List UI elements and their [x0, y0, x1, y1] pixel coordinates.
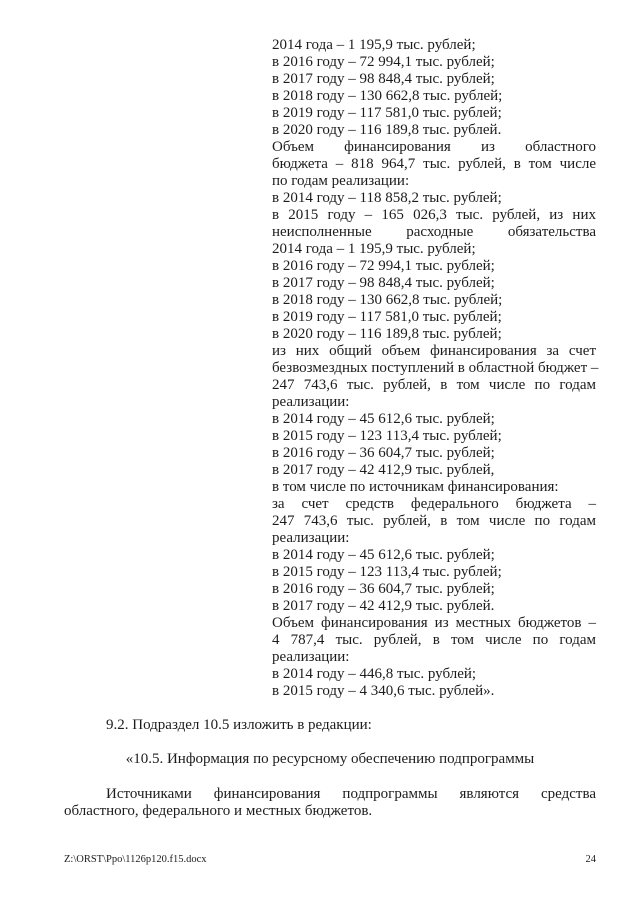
- text-line: по годам реализации:: [272, 173, 410, 189]
- text-line: из них общий объем финансирования за счет: [272, 343, 596, 359]
- text-line: в 2017 году – 42 412,9 тыс. рублей.: [272, 598, 495, 614]
- text-line: в 2015 году – 165 026,3 тыс. рублей, из них: [272, 207, 596, 223]
- text-line: в 2017 году – 98 848,4 тыс. рублей;: [272, 275, 495, 291]
- text-line: в том числе по источникам финансирования:: [272, 479, 559, 495]
- text-line: в 2015 году – 4 340,6 тыс. рублей».: [272, 683, 495, 699]
- text-line: в 2020 году – 116 189,8 тыс. рублей.: [272, 122, 502, 138]
- text-line: в 2014 году – 45 612,6 тыс. рублей;: [272, 411, 495, 427]
- section-heading-10-5: «10.5. Информация по ресурсному обеспечению подпрограммы: [125, 751, 535, 767]
- text-line: в 2018 году – 130 662,8 тыс. рублей;: [272, 292, 503, 308]
- text-line: в 2019 году – 117 581,0 тыс. рублей;: [272, 105, 502, 121]
- text-line: реализации:: [272, 394, 350, 410]
- funding-sources-paragraph: [64, 786, 596, 820]
- text-line: в 2017 году – 42 412,9 тыс. рублей,: [272, 462, 495, 478]
- amendment-item-9-2: 9.2. Подраздел 10.5 изложить в редакции:: [106, 717, 372, 733]
- text-line: в 2015 году – 123 113,4 тыс. рублей;: [272, 564, 502, 580]
- text-line: в 2016 году – 36 604,7 тыс. рублей;: [272, 581, 495, 597]
- text-line: Объем финансирования из областного: [272, 139, 596, 155]
- text-line: за счет средств федерального бюджета –: [272, 496, 596, 512]
- text-line: неисполненные расходные обязательства: [272, 224, 596, 240]
- text-line: в 2020 году – 116 189,8 тыс. рублей;: [272, 326, 502, 342]
- text-line: 4 787,4 тыс. рублей, в том числе по годам: [272, 632, 596, 648]
- text-line: 2014 года – 1 195,9 тыс. рублей;: [272, 241, 476, 257]
- footer-file-path: Z:\ORST\Ppo\1126p120.f15.docx: [64, 854, 207, 865]
- paragraph-line: Источниками финансирования подпрограммы являются средства: [106, 786, 596, 802]
- paragraph-line: областного, федерального и местных бюджетов.: [64, 803, 373, 819]
- text-line: в 2014 году – 45 612,6 тыс. рублей;: [272, 547, 495, 563]
- text-line: реализации:: [272, 649, 350, 665]
- text-line: безвозмездных поступлений в областной бюджет –: [272, 360, 599, 376]
- text-line: в 2014 году – 118 858,2 тыс. рублей;: [272, 190, 502, 206]
- text-line: 2014 года – 1 195,9 тыс. рублей;: [272, 37, 476, 53]
- text-line: в 2016 году – 72 994,1 тыс. рублей;: [272, 258, 495, 274]
- text-line: в 2016 году – 72 994,1 тыс. рублей;: [272, 54, 495, 70]
- text-line: в 2019 году – 117 581,0 тыс. рублей;: [272, 309, 502, 325]
- text-line: в 2016 году – 36 604,7 тыс. рублей;: [272, 445, 495, 461]
- text-line: реализации:: [272, 530, 350, 546]
- financing-details-block: [272, 37, 599, 700]
- text-line: в 2017 году – 98 848,4 тыс. рублей;: [272, 71, 495, 87]
- page-footer: [64, 853, 596, 867]
- text-line: 247 743,6 тыс. рублей, в том числе по годам: [272, 513, 596, 529]
- page-number: 24: [585, 854, 596, 865]
- text-line: Объем финансирования из местных бюджетов –: [272, 615, 596, 631]
- text-line: в 2014 году – 446,8 тыс. рублей;: [272, 666, 477, 682]
- text-line: в 2015 году – 123 113,4 тыс. рублей;: [272, 428, 502, 444]
- text-line: 247 743,6 тыс. рублей, в том числе по годам: [272, 377, 596, 393]
- text-line: бюджета – 818 964,7 тыс. рублей, в том числе: [272, 156, 596, 172]
- text-line: в 2018 году – 130 662,8 тыс. рублей;: [272, 88, 503, 104]
